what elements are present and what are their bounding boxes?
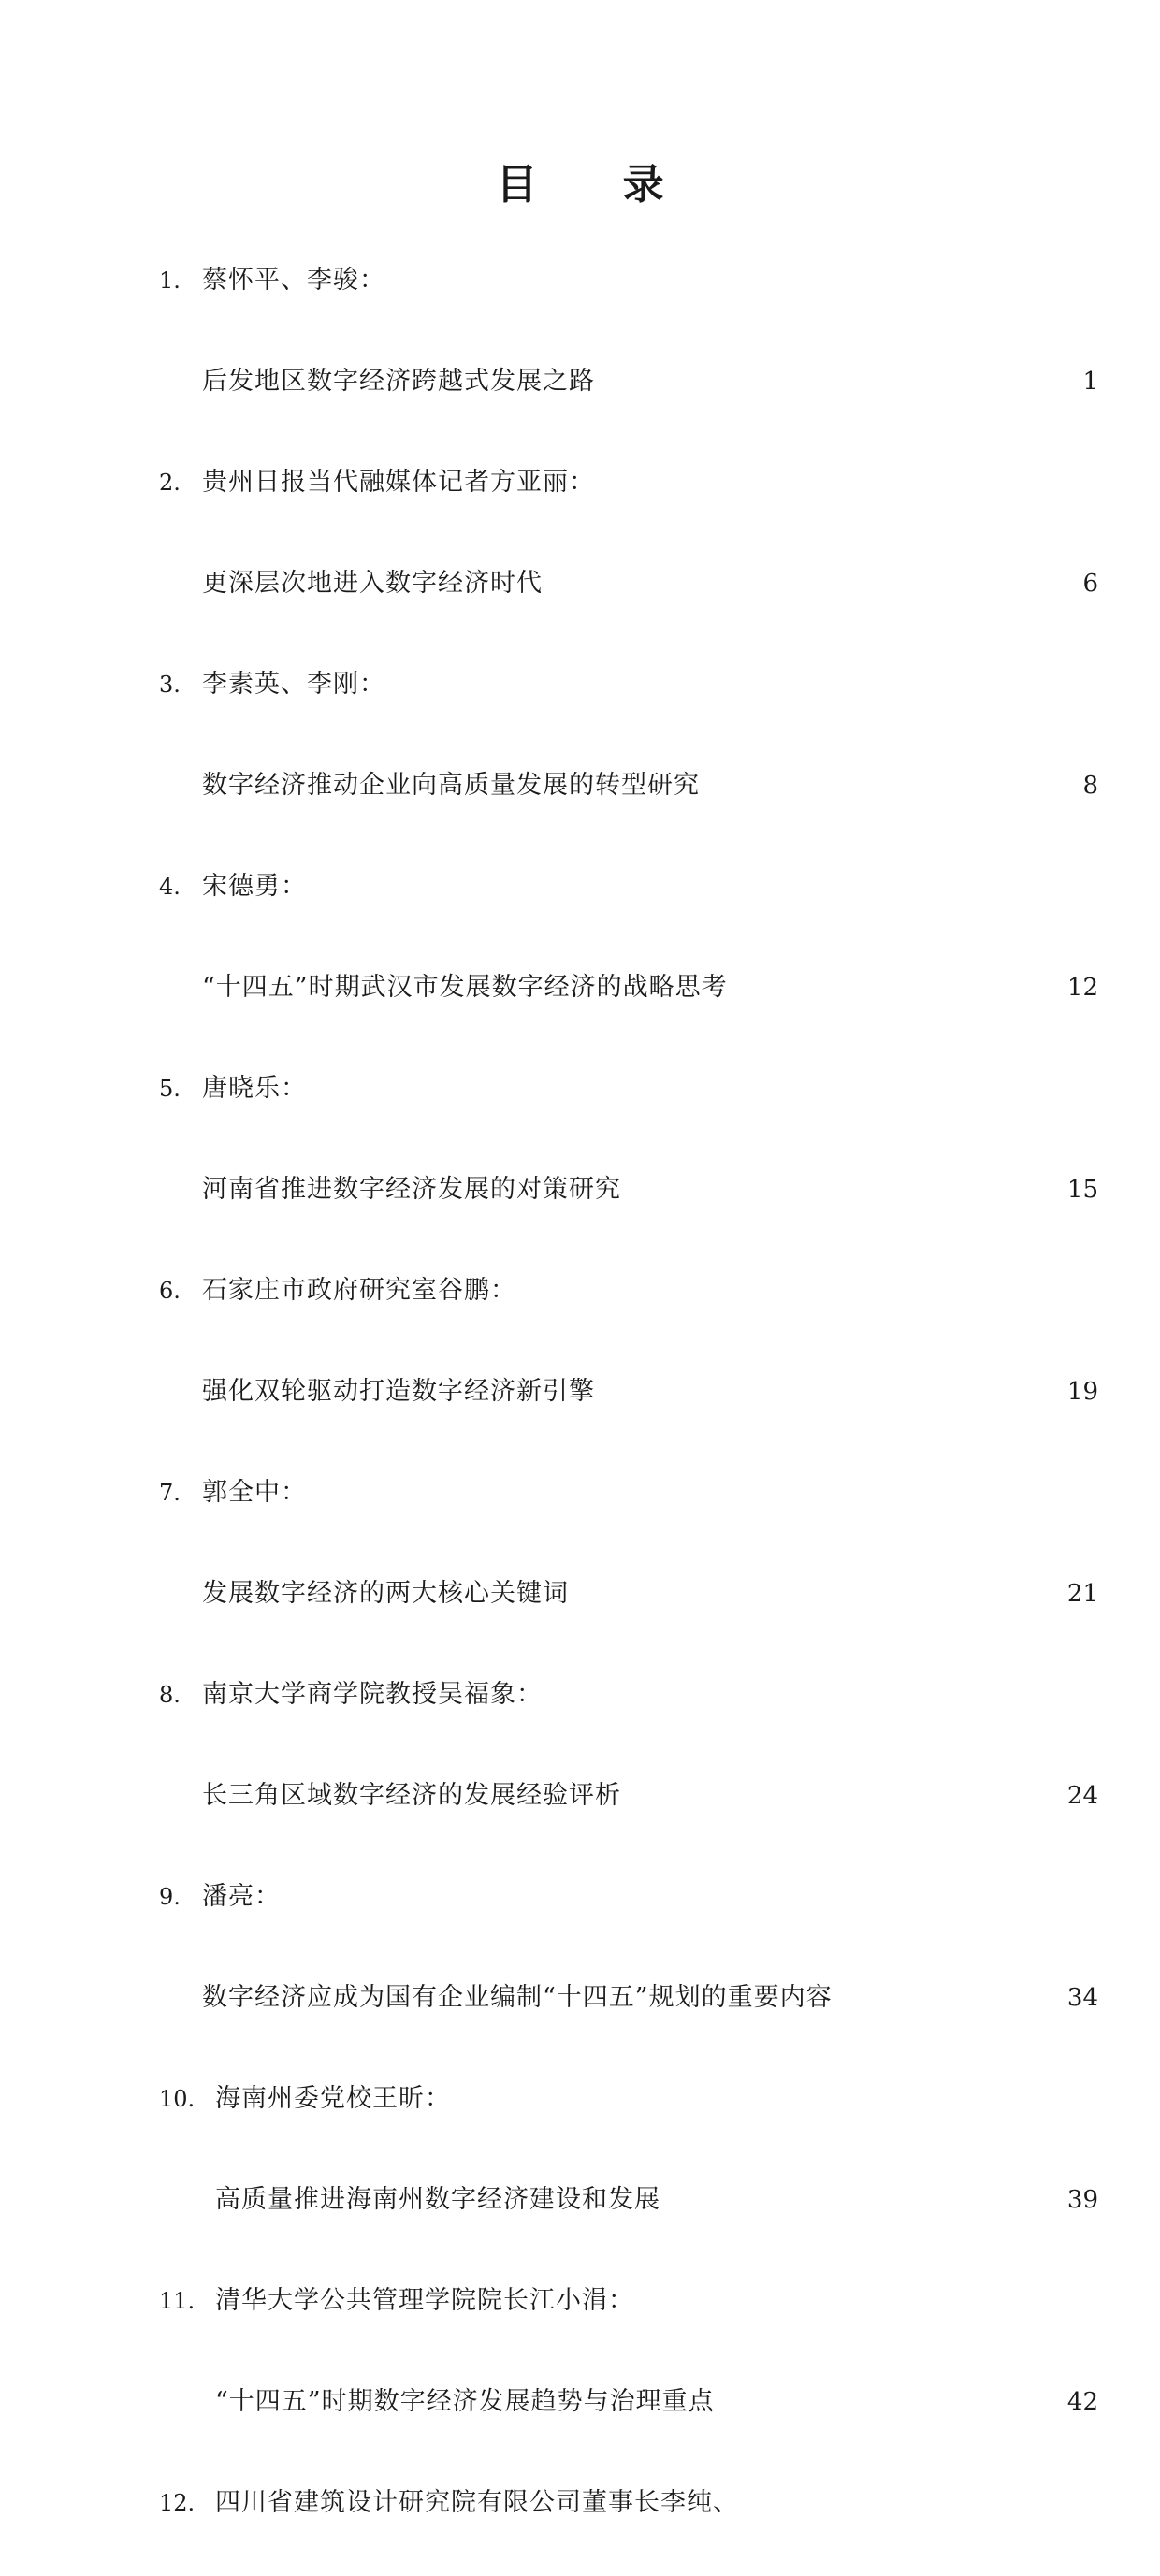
entry-number: 11. [159, 2288, 196, 2314]
entry-number: 2. [159, 470, 181, 496]
entry-author: 石家庄市政府研究室谷鹏： [202, 1276, 516, 1305]
page-title: 目 录 [496, 161, 700, 209]
entry-number: 10. [159, 2086, 196, 2112]
entry-page-number[interactable]: 34 [1066, 1984, 1098, 2012]
entry-title[interactable]: “十四五”时期数字经济发展趋势与治理重点 [215, 2387, 715, 2416]
toc-entry [0, 1061, 1160, 1263]
toc-entry [0, 2273, 1160, 2475]
entry-number: 7. [159, 1480, 181, 1506]
entry-page-number[interactable]: 15 [1066, 1176, 1098, 1204]
entry-page-number[interactable]: 8 [1082, 772, 1098, 800]
entry-title[interactable]: 长三角区域数字经济的发展经验评析 [202, 1781, 621, 1810]
entry-title[interactable]: 后发地区数字经济跨越式发展之路 [202, 367, 595, 396]
entry-author: 潘亮： [202, 1882, 281, 1911]
toc-entry [0, 1465, 1160, 1667]
entry-title[interactable]: 强化双轮驱动打造数字经济新引擎 [202, 1377, 595, 1406]
entry-author: 海南州委党校王昕： [215, 2084, 451, 2113]
entry-title[interactable]: 数字经济应成为国有企业编制“十四五”规划的重要内容 [202, 1983, 833, 2012]
entry-page-number[interactable]: 6 [1082, 570, 1098, 598]
entry-author: 贵州日报当代融媒体记者方亚丽： [202, 468, 595, 497]
entry-title[interactable]: 更深层次地进入数字经济时代 [202, 569, 543, 598]
table-of-contents [0, 253, 1160, 2576]
entry-title[interactable]: 数字经济推动企业向高质量发展的转型研究 [202, 771, 700, 800]
entry-number: 3. [159, 672, 181, 698]
entry-page-number[interactable]: 24 [1066, 1782, 1098, 1810]
toc-entry [0, 2475, 1160, 2576]
toc-entry [0, 657, 1160, 859]
entry-number: 9. [159, 1884, 181, 1910]
entry-author: 唐晓乐： [202, 1074, 307, 1103]
toc-entry [0, 1263, 1160, 1465]
entry-author: 四川省建筑设计研究院有限公司董事长李纯、 [215, 2488, 739, 2517]
entry-page-number[interactable]: 42 [1066, 2388, 1098, 2416]
entry-title[interactable]: “十四五”时期武汉市发展数字经济的战略思考 [202, 973, 728, 1002]
entry-title[interactable]: 河南省推进数字经济发展的对策研究 [202, 1175, 621, 1204]
entry-number: 8. [159, 1682, 181, 1708]
entry-number: 4. [159, 874, 181, 900]
entry-number: 5. [159, 1076, 181, 1102]
entry-author: 郭全中： [202, 1478, 307, 1507]
entry-page-number[interactable]: 12 [1066, 974, 1098, 1002]
toc-entry [0, 859, 1160, 1061]
toc-entry [0, 253, 1160, 455]
toc-entry [0, 455, 1160, 657]
entry-number: 1. [159, 268, 181, 294]
entry-page-number[interactable]: 1 [1082, 368, 1098, 396]
toc-entry [0, 1667, 1160, 1869]
toc-entry [0, 1869, 1160, 2071]
entry-author: 李素英、李刚： [202, 670, 385, 699]
entry-number: 12. [159, 2490, 196, 2516]
entry-author: 清华大学公共管理学院院长江小涓： [215, 2286, 634, 2315]
entry-page-number[interactable]: 39 [1066, 2186, 1098, 2214]
entry-author: 南京大学商学院教授吴福象： [202, 1680, 543, 1709]
entry-page-number[interactable]: 21 [1066, 1580, 1098, 1608]
entry-author: 蔡怀平、李骏： [202, 266, 385, 295]
entry-title[interactable]: 发展数字经济的两大核心关键词 [202, 1579, 569, 1608]
entry-author: 宋德勇： [202, 872, 307, 901]
entry-title[interactable]: 高质量推进海南州数字经济建设和发展 [215, 2185, 660, 2214]
entry-number: 6. [159, 1278, 181, 1304]
toc-entry [0, 2071, 1160, 2273]
entry-page-number[interactable]: 19 [1066, 1378, 1098, 1406]
